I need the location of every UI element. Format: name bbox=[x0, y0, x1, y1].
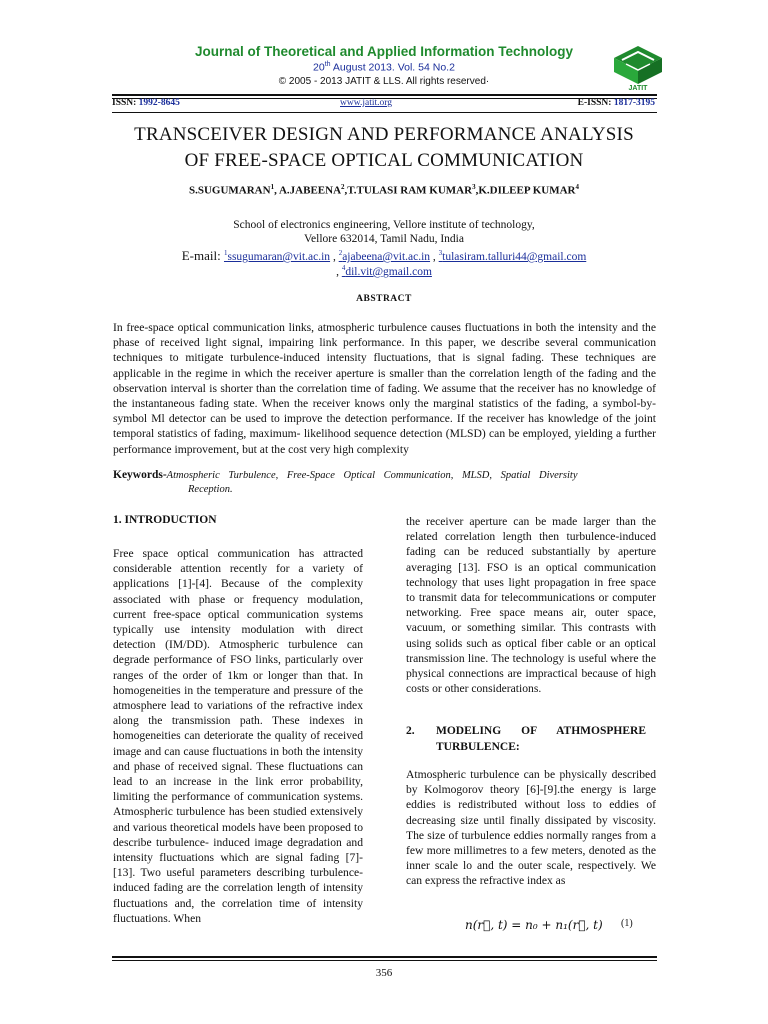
author-separator: , bbox=[274, 184, 279, 197]
journal-issue-date: 20th August 2013. Vol. 54 No.2 bbox=[313, 61, 455, 74]
section-heading-introduction: 1. INTRODUCTION bbox=[113, 514, 217, 526]
e-issn: E-ISSN: 1817-3195 bbox=[577, 98, 655, 108]
paper-title: TRANSCEIVER DESIGN AND PERFORMANCE ANALYSIS OF FREE-SPACE OPTICAL COMMUNICATION bbox=[134, 124, 634, 171]
author-affiliation-marker: 3 bbox=[472, 183, 476, 191]
issn: ISSN: 1992-8645 bbox=[112, 98, 180, 108]
keywords: Keywords-Atmospheric Turbulence, Free-Space Optical Communication, MLSD, Spatial Diversity bbox=[113, 469, 578, 481]
affiliation-line-1: School of electronics engineering, Vellore institute of technology, bbox=[233, 219, 535, 231]
author-separator: , bbox=[475, 184, 479, 197]
author-affiliation-marker: 2 bbox=[341, 183, 345, 191]
email-line: E-mail: $^1$ssugumaran@vit.ac.in , $^2$ajabeena@vit.ac.in , $^3$tulasiram.talluri44@gmail.com bbox=[181, 248, 587, 263]
journal-title: Journal of Theoretical and Applied Information Technology bbox=[194, 44, 574, 59]
introduction-text: Free space optical communication has attracted considerable attention recently for a variety of applications [1]-[4]. Because of the complexity associated with phase or frequency modulation, current free-space optical communication systems typically use intensity modulation with direct detection (IM/DD). Atmospheric turbulence can degrade performance of FSO links, particularly over ranges of the order of 1km or longer than that. In homogeneities in the temperature and pressure of the atmosphere lead to variations of the refractive index along the transmission path. These indexes in homogeneities can deteriorate the quality of received image and can cause fluctuations in both the intensity and phase of received signal. These fluctuations can lead to an increase in the link error probability, limiting the performance of communication systems. Atmospheric turbulence has been studied extensively and various theoretical models have been proposed to describe turbulence- induced image degradation and intensity fluctuations which are signal fading [7]-[13]. Two useful parameters describing turbulence-induced fading are the correlation length of intensity fluctuations and, the correlation time of intensity fluctuations. When bbox=[113, 547, 363, 925]
page-number: 356 bbox=[375, 967, 393, 979]
header-rule-bottom bbox=[112, 112, 657, 113]
author-affiliation-marker: 4 bbox=[575, 183, 579, 191]
email-link[interactable]: $^1$ssugumaran@vit.ac.in bbox=[223, 249, 331, 263]
author-name: K.DILEEP KUMAR bbox=[478, 184, 576, 197]
author-affiliation-marker: 1 bbox=[270, 183, 275, 191]
author-separator: , bbox=[344, 184, 348, 197]
introduction-continued-text: the receiver aperture can be made larger than the related correlation length then turbulence-induced fading can be reduced substantially by aperture averaging [13]. FSO is an optical communication technology that uses light propagation in free space to transmit data for telecommunications or computer networking. Free space means air, outer space, vacuum, or something similar. This contrasts with using solids such as optical fiber cable or an optical transmission line. The technology is useful where the physical connections are impractical because of high costs or other considerations. bbox=[406, 515, 656, 696]
equation-number: (1) bbox=[621, 918, 633, 929]
header-rule-thick bbox=[112, 94, 657, 96]
email-line-2: , $^4$dil.vit@gmail.com bbox=[336, 264, 432, 278]
modeling-text: Atmospheric turbulence can be physically described by Kolmogorov theory [6]-[9].the energy is large eddies is redistributed without loss to eddies of decreasing size until finally dissipated by viscosity. The size of turbulence eddies normally ranges from a few more millimetres to a few meters, denoted as the inner scale lo and the outer scale, respectively. We can express the refractive index as bbox=[406, 768, 656, 888]
footer-rule-thin bbox=[112, 960, 657, 961]
equation-refractive-index: n(r⃗, t) = n₀ + n₁(r⃗, t) bbox=[465, 918, 603, 932]
email-link-4[interactable]: $^4$dil.vit@gmail.com bbox=[341, 264, 432, 278]
abstract-text: In free-space optical communication links, atmospheric turbulence causes fluctuations in both the intensity and the phase of received light signal, impairing link performance. In this paper, we describe several communication techniques to mitigate turbulence-induced intensity fluctuations, that is signal fading. These techniques are applicable in the regime in which the receiver aperture is smaller than the correlation length of the fading and the observation interval is shorter than the correlation time of fading. We assume that the receiver has no knowledge of the instantaneous fading state. When the receiver knows only the marginal statistics of the fading, a symbol-by-symbol Ml detector can be used to improve the detection performance. If the receiver has knowledge of the joint temporal statistics of fading, maximum- likelihood sequence detection (MLSD) can be employed, yielding a further performance improvement, but at the cost very high complexity bbox=[113, 321, 656, 456]
jatit-logo-text: JATIT bbox=[628, 85, 648, 92]
journal-website-link[interactable]: www.jatit.org bbox=[340, 98, 392, 108]
email-separator: , bbox=[330, 251, 339, 263]
authors bbox=[100, 183, 668, 197]
author-name: T.TULASI RAM KUMAR bbox=[347, 184, 473, 197]
abstract-heading: ABSTRACT bbox=[356, 294, 412, 304]
email-link[interactable]: $^2$ajabeena@vit.ac.in bbox=[338, 249, 431, 263]
author-name: A.JABEENA bbox=[278, 184, 342, 197]
email-separator: , bbox=[430, 251, 439, 263]
email-link[interactable]: $^3$tulasiram.talluri44@gmail.com bbox=[438, 249, 587, 263]
section-heading-modeling: 2. MODELING OF ATHMOSPHERE TURBULENCE: bbox=[406, 725, 646, 753]
affiliation-line-2: Vellore 632014, Tamil Nadu, India bbox=[304, 233, 464, 245]
author-name: S.SUGUMARAN bbox=[188, 184, 271, 197]
journal-copyright: © 2005 - 2013 JATIT & LLS. All rights reserved· bbox=[278, 76, 490, 87]
footer-rule-thick bbox=[112, 956, 657, 958]
keywords-continued: Reception. bbox=[188, 484, 233, 495]
